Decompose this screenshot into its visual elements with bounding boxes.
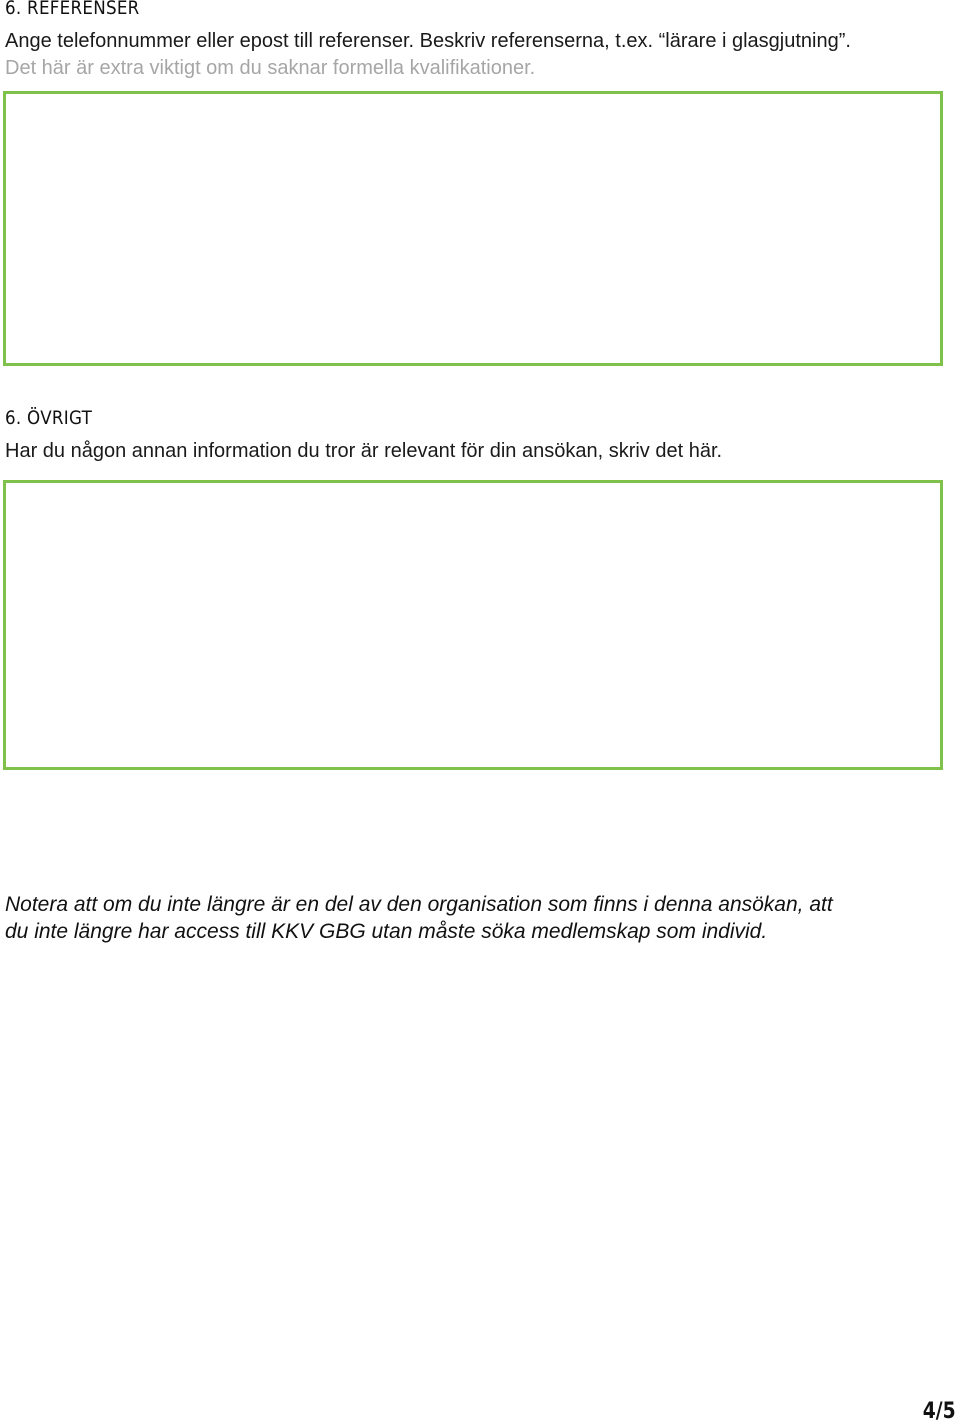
references-description: Ange telefonnummer eller epost till referenser. Beskriv referenserna, t.ex. “lärare i glasgjutning”. [5,30,851,52]
references-text-field[interactable] [3,91,943,366]
other-description: Har du någon annan information du tror är relevant för din ansökan, skriv det här. [5,440,723,462]
references-heading: 6. REFERENSER [5,0,140,19]
other-text-field[interactable] [3,480,943,770]
notice-line-2: du inte längre har access till KKV GBG utan måste söka medlemskap som individ. [5,920,768,943]
other-heading: 6. ÖVRIGT [5,407,93,429]
notice-line-1: Notera att om du inte längre är en del av den organisation som finns i denna ansökan, att [5,893,833,916]
references-hint: Det här är extra viktigt om du saknar formella kvalifikationer. [5,57,536,79]
page-number: 4/5 [923,1399,956,1424]
